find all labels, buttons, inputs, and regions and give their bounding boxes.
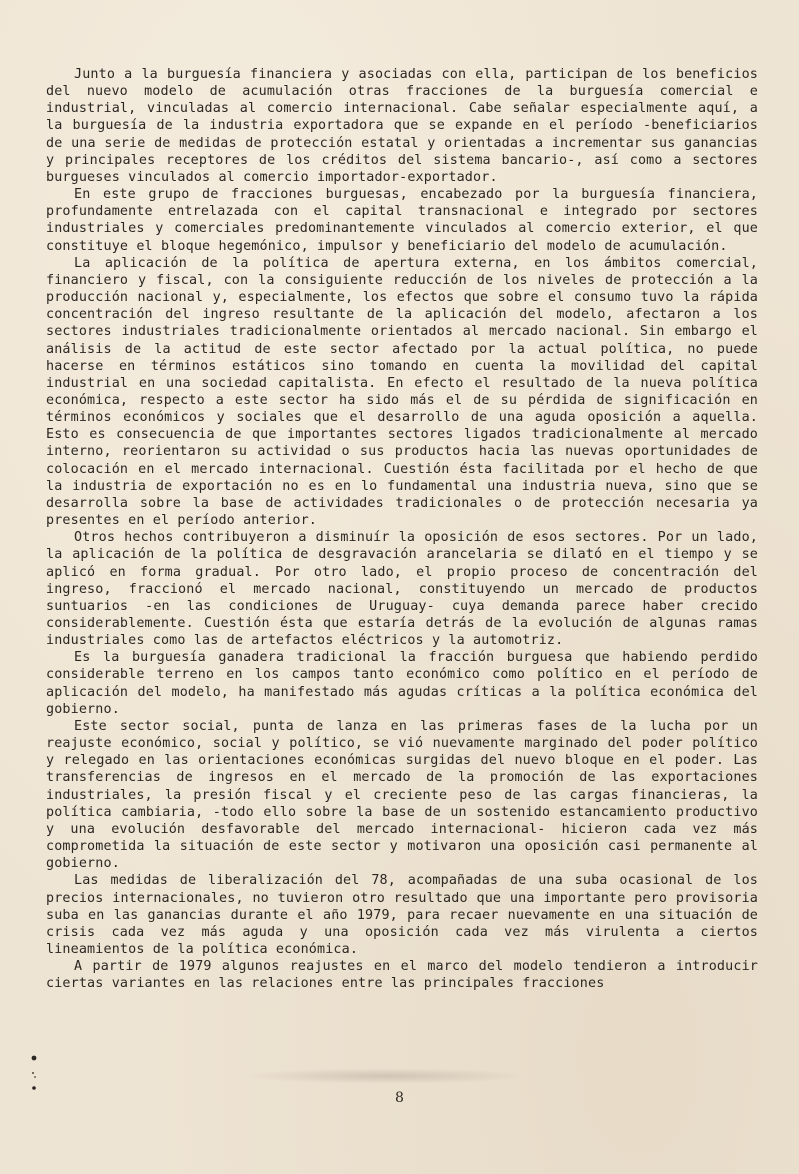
paragraph-2: En este grupo de fracciones burguesas, encabezado por la burguesía financiera, profundamente entrelazada con el capital transnacional e integrado por sectores industriales y comerciales predominantemente vinculados al comercio exterior, el que constituye el bloque hegemónico, impulsor y beneficiario del modelo de acumulación. (46, 187, 758, 254)
paragraph-7: Las medidas de liberalización del 78, acompañadas de una suba ocasional de los precios internacionales, no tuvieron otro resultado que una importante pero provisoria suba en las ganancias durante el año 1979, para recaer nuevamente en una situación de crisis cada vez más aguda y una oposición cada vez más virulenta a ciertos lineamientos de la política económica. (46, 873, 758, 957)
body-text (46, 66, 758, 992)
paragraph-6: Este sector social, punta de lanza en las primeras fases de la lucha por un reajuste económico, social y político, se vió nuevamente marginado del poder político y relegado en las orientaciones económicas surgidas del nuevo bloque en el poder. Las transferencias de ingresos en el mercado de la promoción de las exportaciones industriales, la presión fiscal y el creciente peso de las cargas financieras, la política cambiaria, -todo ello sobre la base de un sostenido estancamiento productivo y una evolución desfavorable del mercado internacional- hicieron cada vez más comprometida la situación de este sector y motivaron una oposición casi permanente al gobierno. (46, 718, 758, 872)
paragraph-4: Otros hechos contribuyeron a disminuír la oposición de esos sectores. Por un lado, la aplicación de la política de desgravación arancelaria se dilató en el tiempo y se aplicó en forma gradual. Por otro lado, el propio proceso de concentración del ingreso, fraccionó el mercado nacional, constituyendo un mercado de productos suntuarios -en las condiciones de Uruguay- cuya demanda parece haber crecido considerablemente. Cuestión ésta que estaría detrás de la evolución de algunas ramas industriales como las de artefactos eléctricos y la automotriz. (46, 530, 758, 649)
paragraph-8: A partir de 1979 algunos reajustes en el marco del modelo tendieron a introducir ciertas variantes en las relaciones entre las principales fracciones (46, 959, 758, 992)
page-number: 8 (395, 1090, 404, 1106)
paragraph-1: Junto a la burguesía financiera y asociadas con ella, participan de los beneficios del nuevo modelo de acumulación otras fracciones de la burguesía comercial e industrial, vinculadas al comercio internacional. Cabe señalar especialmente aquí, a la burguesía de la industria exportadora que se expande en el período -beneficiarios de una serie de medidas de protección estatal y orientadas a incrementar sus ganancias y principales receptores de los créditos del sistema bancario-, así como a sectores burgueses vinculados al comercio importador-exportador. (46, 67, 758, 185)
ink-smudge (240, 1068, 530, 1084)
paragraph-3: La aplicación de la política de apertura externa, en los ámbitos comercial, financiero y fiscal, con la consiguiente reducción de los niveles de protección a la producción nacional y, especialmente, los efectos que sobre el consumo tuvo la rápida concentración del ingreso resultante de la aplicación del modelo, afectaron a los sectores industriales tradicionalmente orientados al mercado nacional. Sin embargo el análisis de la actitud de este sector afectado por la actual política, no puede hacerse en términos estáticos sino tomando en cuenta la movilidad del capital industrial en una sociedad capitalista. En efecto el resultado de la nueva política económica, respecto a este sector ha sido más el de su pérdida de significación en términos económicos y sociales que el desarrollo de una aguda oposición a aquella. Esto es consecuencia de que importantes sectores ligados tradicionalmente al mercado interno, reorientaron su actividad o sus productos hacia las nuevas oportunidades de colocación en el mercado internacional. Cuestión ésta facilitada por el hecho de que la industria de exportación no es en lo fundamental una industria nueva, sino que se desarrolla sobre la base de actividades tradicionales o de protección necesaria ya presentes en el período anterior. (46, 255, 758, 529)
paragraph-5: Es la burguesía ganadera tradicional la fracción burguesa que habiendo perdido considerable terreno en los campos tanto económico como político en el período de aplicación del modelo, ha manifestado más agudas críticas a la política económica del gobierno. (46, 650, 758, 717)
